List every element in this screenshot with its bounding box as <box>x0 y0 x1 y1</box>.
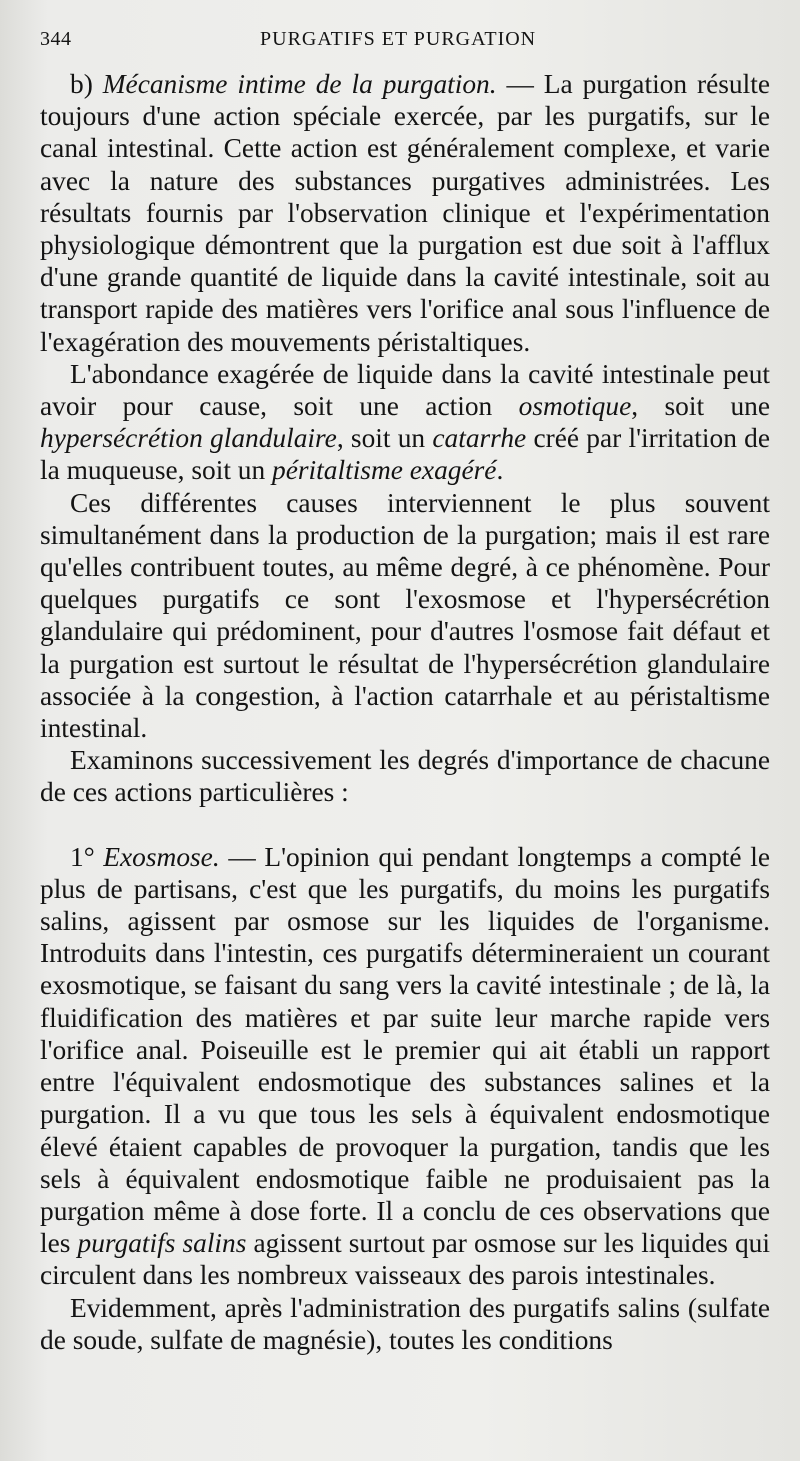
text-run: — L'opinion qui pendant longtemps a compté le plus de partisans, c'est que les purgatifs, du moins les purgatifs salins, agissent par osmose sur les liquides de l'organisme. Introduits dans l'intestin, ces purgatifs détermineraient un courant exosmotique, se faisant du sang vers la cavité intestinale ; de là, la fluidification des matières et par suite leur marche rapide vers l'orifice anal. Poiseuille est le premier qui ait établi un rapport entre l'équivalent endosmotique des substances salines et la purgation. Il a vu que tous les sels à équivalent endosmotique élevé étaient capables de provoquer la purgation, tandis que les sels à équivalent endosmotique faible ne produisaient pas la purgation même à dose forte. Il a conclu de ces observations que les <box>40 841 770 1259</box>
text-run: . <box>496 455 504 486</box>
running-head <box>40 28 770 68</box>
paragraph-simultaneous-causes: Ces différentes causes interviennent le plus souvent simultanément dans la production de la purgation; mais il est rare qu'elles contribuent toutes, au même degré, à ce phénomène. Pour quelques purgatifs ce sont l'exosmose et l'hypersécrétion glandulaire qui prédominent, pour d'autres l'osmose fait défaut et la purgation est surtout le résultat de l'hypersécrétion glandulaire associée à la congestion, à l'action catarrhale et au péristaltisme intestinal. <box>40 487 770 744</box>
paragraph-examine: Examinons successivement les degrés d'importance de chacune de ces actions particulières : <box>40 745 770 808</box>
section-heading: Exosmose. <box>103 841 220 872</box>
paragraph-mechanism <box>40 68 770 358</box>
page-number: 344 <box>40 28 72 50</box>
italic-term: purgatifs salins <box>77 1228 247 1259</box>
italic-term: catarrhe <box>432 423 527 454</box>
text-run: agissent surtout par osmose sur les liquides qui circulent dans les nombreux vaisseaux des parois intestinales. <box>40 1228 770 1291</box>
body-text <box>40 68 770 1356</box>
italic-term: péritaltisme exagéré <box>272 455 497 486</box>
running-title: PURGATIFS ET PURGATION <box>260 28 537 50</box>
paragraph-text: — La purgation résulte toujours d'une action spéciale exercée, par les purgatifs, sur le canal intestinal. Cette action est généralement complexe, et varie avec la nature des substances purgatives administrées. Les résultats fournis par l'observation clinique et l'expérimentation physiologique démontrent que la purgation est due soit à l'afflux d'une grande quantité de liquide dans la cavité intestinale, soit au transport rapide des matières vers l'orifice anal sous l'influence de l'exagération des mouvements péristaltiques. <box>40 69 770 357</box>
subsection-marker: b) <box>70 69 103 99</box>
paragraph-liquid-causes <box>40 358 770 487</box>
paragraph-evidemment: Evidemment, après l'administration des purgatifs salins (sulfate de soude, sulfate de magnésie), toutes les conditions <box>40 1292 770 1355</box>
italic-term: hypersécrétion glandulaire <box>40 423 337 454</box>
italic-term: osmotique <box>518 391 632 422</box>
paragraph-exosmose <box>40 841 770 1292</box>
text-run: , soit une <box>631 391 771 422</box>
text-run: créé par l'irritation de la muqueuse, soit un <box>40 423 770 486</box>
text-run: , soit un <box>336 423 433 454</box>
section-number: 1° <box>70 841 104 872</box>
text-run: L'abondance exagérée de liquide dans la cavité intestinale peut avoir pour cause, soit une action <box>40 358 770 422</box>
subsection-heading: Mécanisme intime de la purgation. <box>102 69 497 99</box>
